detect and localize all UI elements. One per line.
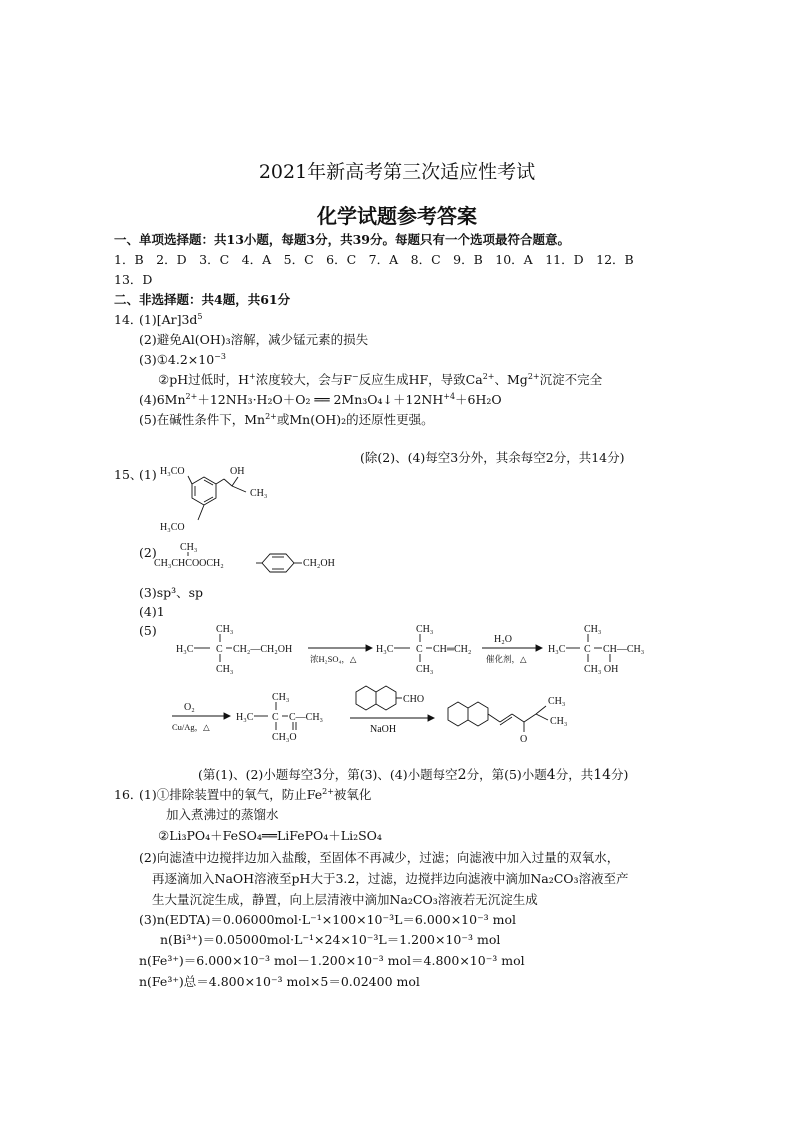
m3-tail-label: CH—CH₃ xyxy=(603,644,645,655)
q14-part1: $(1)[Ar]3d^5$ xyxy=(139,311,203,327)
m3-bottom-label: CH₃ OH xyxy=(584,664,619,675)
m4-h3c-label: H₃C xyxy=(236,712,254,723)
q16-part2-line1: (2)向滤渣中边搅拌边加入盐酸，至固体不再减少，过滤；向滤液中加入过量的双氧水， xyxy=(139,850,620,865)
m4-bottom-label: CH₃O xyxy=(272,732,297,743)
q16-number: 16． xyxy=(114,787,143,802)
q16-part1b: ②Li₃PO₄＋FeSO₄══LiFePO₄＋Li₂SO₄ xyxy=(158,828,382,843)
hydroxymethyl-label: CH₂OH xyxy=(303,558,335,569)
q14-part5: (5)在碱性条件下，$Mn^{2+}$或Mn(OH)₂的还原性更强。 xyxy=(139,411,434,427)
q15-part5-label: (5) xyxy=(139,623,157,638)
q16-part3-line2: n(Bi³⁺)＝0.05000mol·L⁻¹×24×10⁻³L＝1.200×10⁻³ mol xyxy=(160,932,501,947)
methyl-branch-label: CH₃ xyxy=(180,542,198,553)
m2-ch3-top-label: CH₃ xyxy=(416,624,434,635)
q16-part1a-cont: 加入煮沸过的蒸馏水 xyxy=(166,807,279,822)
methoxy-top-label: H₃CO xyxy=(160,466,185,477)
m2-h3c-label: H₃C xyxy=(376,644,394,655)
q15-score-note: (第(1)、(2)小题每空3分，第(3)、(4)小题每空2分，第(5)小题4分，共14分) xyxy=(198,767,629,783)
q16-part3-line1: (3)n(EDTA)＝0.06000mol·L⁻¹×100×10⁻³L＝6.000×10⁻³ mol xyxy=(139,912,517,927)
m3-ch3-top-label: CH₃ xyxy=(584,624,602,635)
product-carbonyl-o: O xyxy=(520,734,528,745)
q15-part1-structure xyxy=(158,462,298,542)
reaction2-condition: 催化剂，△ xyxy=(486,654,527,664)
q14-part3-1: $(3)①4.2\times 10^{-3}$ xyxy=(139,351,226,367)
q14-score-note: (除(2)、(4)每空3分外，其余每空2分，共14分) xyxy=(360,450,625,465)
q14-part4: $(4)6Mn^{2+}+12NH_3\cdot H_2O+O_2$ ══ $2Mn_3O_4↓+12NH^{+4}+6H_2O$ xyxy=(139,391,502,407)
m1-h3c-label: H₃C xyxy=(176,644,194,655)
q15-route-row2 xyxy=(170,684,710,750)
hydroxyl-label: OH xyxy=(230,466,245,477)
reaction3-condition: Cu/Ag，△ xyxy=(172,722,210,732)
q16-part2-line2: 再逐滴加入NaOH溶液至pH大于3.2，过滤，边搅拌边向滤液中滴加Na₂CO₃溶液至产 xyxy=(152,871,629,886)
reaction3-reagent: O₂ xyxy=(184,702,195,713)
q16-part1a: (1)①排除装置中的氧气，防止$Fe^{2+}$被氧化 xyxy=(139,786,372,802)
mc-answers-line2: 13．D xyxy=(114,272,153,287)
m1-tail-label: CH₂—CH₂OH xyxy=(233,644,293,655)
q16-part2-line3: 生大量沉淀生成，静置，向上层清液中滴加Na₂CO₃溶液若无沉淀生成 xyxy=(152,892,538,907)
m2-ch3-bottom-label: CH₃ xyxy=(416,664,434,675)
answer-title: 化学试题参考答案 xyxy=(317,204,477,228)
q15-route-row1 xyxy=(170,618,710,680)
reaction1-condition: 浓H₂SO₄，△ xyxy=(310,654,357,664)
m4-ch3-top-label: CH₃ xyxy=(272,692,290,703)
section2-heading: 二、非选择题：共4题，共61分 xyxy=(114,292,291,307)
m1-ch3-top-label: CH₃ xyxy=(216,624,234,635)
piperonal-benzene-ring xyxy=(376,686,396,710)
q15-part4: (4)1 xyxy=(139,604,165,619)
m3-h3c-label: H₃C xyxy=(548,644,566,655)
q14-part3-2: ②pH过低时，H+浓度较大，会与F−反应生成HF，导致$Ca^{2+}$、$Mg^{2+}$沉淀不完全 xyxy=(158,371,603,387)
product-ch3-bottom: CH₃ xyxy=(550,716,568,727)
methyl-label: CH₃ xyxy=(250,488,268,499)
q15-part2-structure xyxy=(152,538,372,574)
q15-part3: (3)sp³、sp xyxy=(139,585,204,600)
reaction4-condition: NaOH xyxy=(370,724,397,735)
benzene-ring xyxy=(192,477,216,505)
section1-heading: 一、单项选择题：共13小题，每题3分，共39分。每题只有一个选项最符合题意。 xyxy=(114,232,570,247)
q15-number: 15、 xyxy=(114,467,143,482)
product-ch3-top: CH₃ xyxy=(548,696,566,707)
m1-ch3-bottom-label: CH₃ xyxy=(216,664,234,675)
methoxy-bottom-label: H₃CO xyxy=(160,522,185,533)
m1-quaternary-c: C xyxy=(216,644,223,655)
reaction2-reagent: H₂O xyxy=(494,634,512,645)
m4-quaternary-c: C xyxy=(272,712,279,723)
m4-tail-label: C—CH₃ xyxy=(289,712,324,723)
aldehyde-label: CHO xyxy=(403,694,425,705)
q15-part1-label: (1) xyxy=(139,467,157,482)
m2-tail-label: CH═CH₂ xyxy=(433,644,472,655)
m3-quaternary-c: C xyxy=(584,644,591,655)
q16-part3-line3: n(Fe³⁺)＝6.000×10⁻³ mol－1.200×10⁻³ mol＝4.800×10⁻³ mol xyxy=(139,953,525,968)
product-benzene-ring xyxy=(468,702,488,726)
piperonal-dioxole-ring xyxy=(356,686,376,710)
m2-quaternary-c: C xyxy=(416,644,423,655)
ester-chain-label: CH₃CHCOOCH₂ xyxy=(154,558,224,569)
q16-part3-line4: n(Fe³⁺)总＝4.800×10⁻³ mol×5＝0.02400 mol xyxy=(139,974,420,989)
q14-number: 14． xyxy=(114,312,143,327)
q15-part2-label: (2) xyxy=(139,545,157,560)
q14-part2: (2)避免Al(OH)₃溶解，减少锰元素的损失 xyxy=(139,332,369,347)
exam-title: 2021年新高考第三次适应性考试 xyxy=(258,161,536,183)
mc-answers-line1: 1．B 2．D 3．C 4．A 5．C 6．C 7．A 8．C 9．B 10．A 11．D 12．B xyxy=(114,252,634,267)
product-dioxole-ring xyxy=(448,702,468,726)
